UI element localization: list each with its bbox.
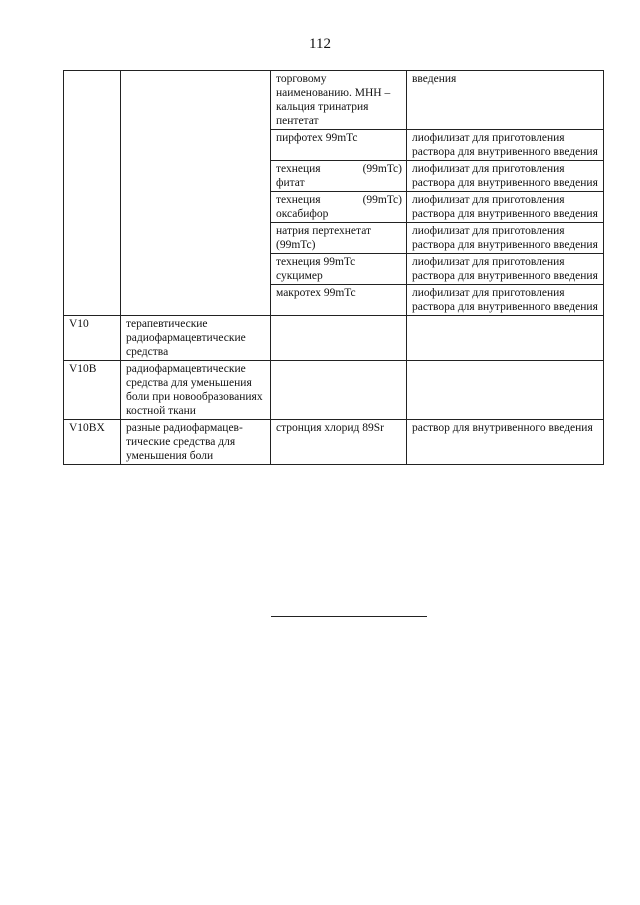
group-cell <box>121 71 271 316</box>
code-cell: V10B <box>64 361 121 420</box>
code-cell: V10 <box>64 316 121 361</box>
group-cell: терапевтические радиофармацевтические средства <box>121 316 271 361</box>
drug-name-part: оксабифор <box>276 208 329 220</box>
group-cell: разные радиофармацев-тические средства для уменьшения боли <box>121 420 271 465</box>
code-cell <box>64 71 121 316</box>
drug-name-cell: торговому наименованию. МНН – кальция тринатрия пентетат <box>271 71 407 130</box>
group-cell: радиофармацевтические средства для уменьшения боли при новообразованиях костной ткани <box>121 361 271 420</box>
page-number: 112 <box>309 36 331 52</box>
drug-name-cell <box>271 316 407 361</box>
table-row <box>64 420 604 465</box>
signature-line <box>271 616 427 617</box>
table-row <box>64 361 604 420</box>
drug-name-part: (99mTc) <box>362 194 402 206</box>
drug-name-part: технеция <box>276 194 321 206</box>
drug-table <box>63 70 604 465</box>
drug-name-cell: макротех 99mTc <box>271 285 407 316</box>
drug-name-cell <box>271 192 407 223</box>
dosage-form-cell <box>407 316 604 361</box>
dosage-form-cell: лиофилизат для приготовления раствора для внутривенного введения <box>407 192 604 223</box>
drug-name-cell: стронция хлорид 89Sr <box>271 420 407 465</box>
drug-name-part: (99mTc) <box>362 163 402 175</box>
table-row <box>64 316 604 361</box>
drug-name-part: фитат <box>276 177 305 189</box>
drug-name-cell: натрия пертехнетат (99mTc) <box>271 223 407 254</box>
drug-name-cell <box>271 361 407 420</box>
drug-name-cell: технеция 99mTc сукцимер <box>271 254 407 285</box>
dosage-form-cell: введения <box>407 71 604 130</box>
dosage-form-cell: раствор для внутривенного введения <box>407 420 604 465</box>
dosage-form-cell: лиофилизат для приготовления раствора для внутривенного введения <box>407 130 604 161</box>
dosage-form-cell: лиофилизат для приготовления раствора для внутривенного введения <box>407 285 604 316</box>
drug-name-cell: пирфотех 99mTc <box>271 130 407 161</box>
drug-name-cell <box>271 161 407 192</box>
dosage-form-cell: лиофилизат для приготовления раствора для внутривенного введения <box>407 223 604 254</box>
table-row <box>64 71 604 130</box>
dosage-form-cell: лиофилизат для приготовления раствора для внутривенного введения <box>407 254 604 285</box>
dosage-form-cell <box>407 361 604 420</box>
code-cell: V10BX <box>64 420 121 465</box>
drug-name-part: технеция <box>276 163 321 175</box>
dosage-form-cell: лиофилизат для приготовления раствора для внутривенного введения <box>407 161 604 192</box>
